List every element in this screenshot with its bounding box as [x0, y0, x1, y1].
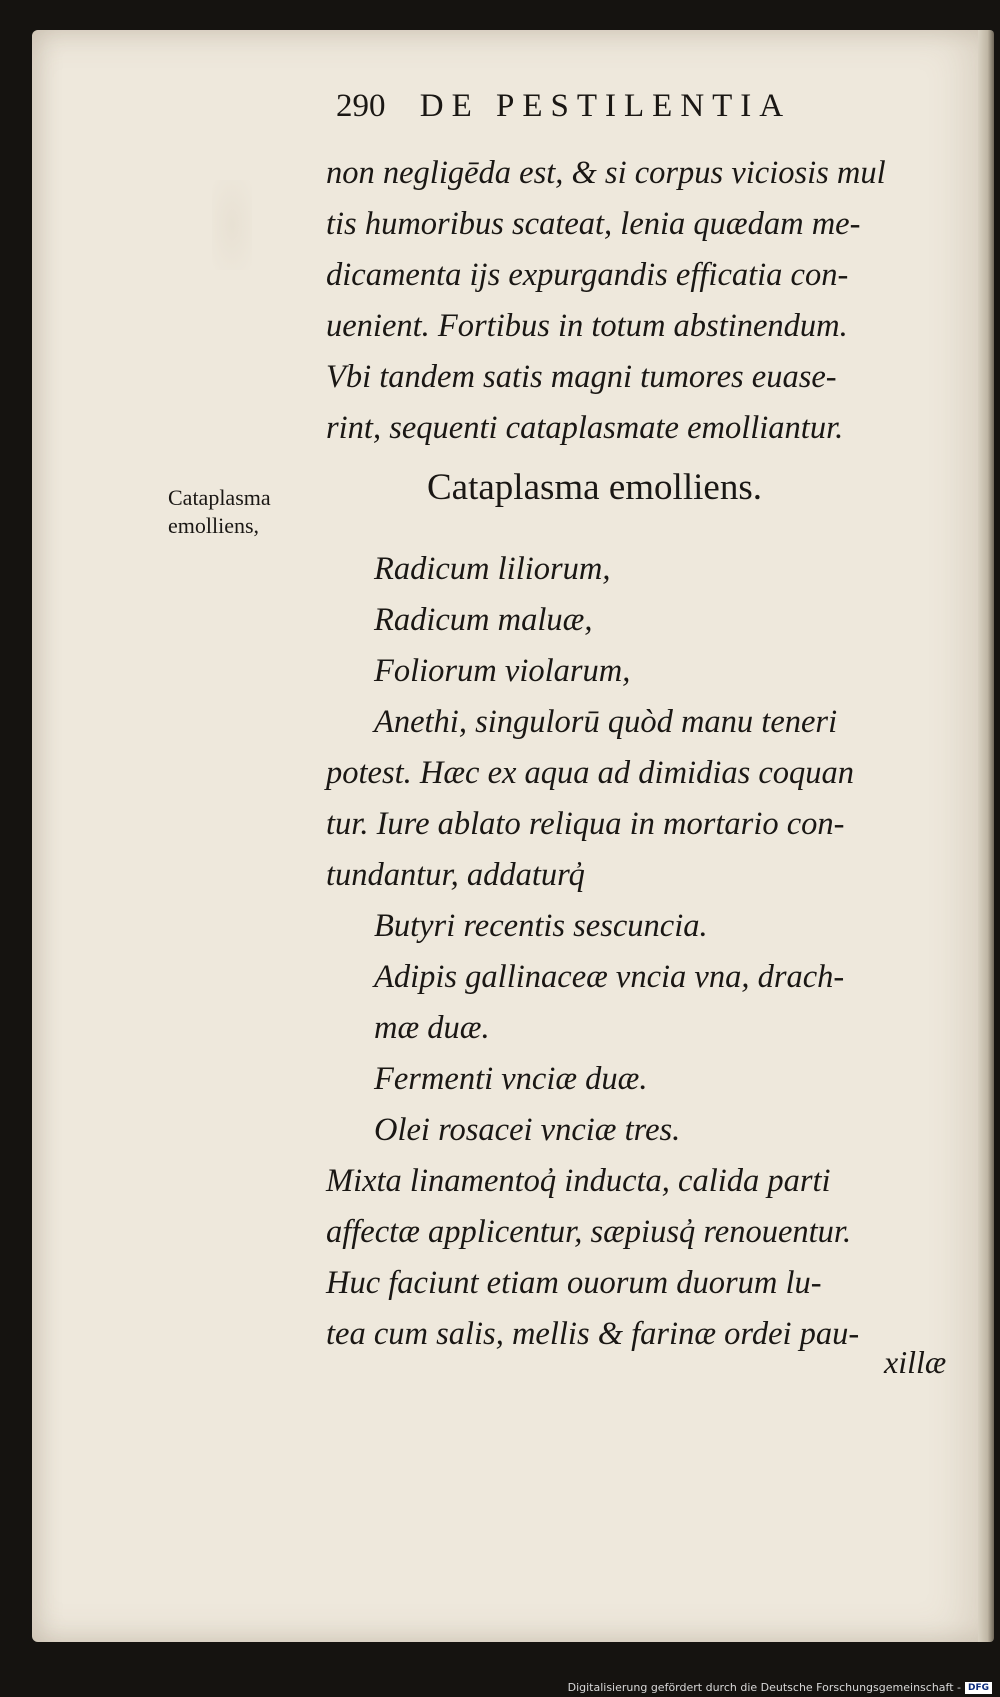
recipe-line: Butyri recentis sescuncia.	[374, 908, 708, 944]
digitization-credit	[568, 1681, 992, 1694]
recipe-line: Mixta linamentoq̓ inducta, calida parti	[326, 1163, 831, 1199]
text-line: dicamenta ijs expurgandis efficatia con-	[326, 257, 849, 293]
recipe-line: Adipis gallinaceæ vncia vna, drach-	[374, 959, 845, 995]
dfg-logo: DFG	[965, 1682, 992, 1694]
text-line: non negligēda est, & si corpus viciosis mul	[326, 155, 886, 191]
page-stain	[212, 180, 252, 270]
page-edge	[978, 30, 994, 1642]
recipe-line: Olei rosacei vnciæ tres.	[374, 1112, 681, 1148]
paragraph-1	[326, 148, 948, 454]
marginal-note	[168, 484, 271, 540]
recipe-line: tur. Iure ablato reliqua in mortario con-	[326, 806, 845, 842]
recipe-line: Anethi, singulorū quòd manu teneri	[374, 704, 838, 740]
marginal-note-line: emolliens,	[168, 513, 260, 538]
marginal-note-line: Cataplasma	[168, 485, 271, 510]
recipe-line: tea cum salis, mellis & farinæ ordei pau-	[326, 1316, 860, 1352]
recipe-line: affectæ applicentur, sæpiusq̓ renouentur.	[326, 1214, 852, 1250]
recipe-line: Fermenti vnciæ duæ.	[374, 1061, 648, 1097]
recipe-line: Huc faciunt etiam ouorum duorum lu-	[326, 1265, 822, 1301]
catchword: xillæ	[884, 1344, 947, 1380]
recipe-line: mæ duæ.	[374, 1010, 490, 1046]
text-line: uenient. Fortibus in totum abstinendum.	[326, 308, 848, 344]
running-title: DE PESTILENTIA	[419, 88, 792, 124]
page-number: 290	[336, 88, 386, 124]
recipe-line: potest. Hæc ex aqua ad dimidias coquan	[326, 755, 855, 791]
recipe-line: tundantur, addaturq̓	[326, 857, 585, 893]
recipe-heading: Cataplasma emolliens.	[427, 467, 762, 508]
text-line: rint, sequenti cataplasmate emolliantur.	[326, 410, 844, 446]
recipe-line: Radicum maluæ,	[374, 602, 593, 638]
recipe-text	[326, 544, 948, 1360]
running-head	[336, 88, 791, 125]
recipe-line: Radicum liliorum,	[374, 551, 611, 587]
text-line: Vbi tandem satis magni tumores euase-	[326, 359, 837, 395]
credit-text: Digitalisierung gefördert durch die Deutsche Forschungsgemeinschaft -	[567, 1681, 961, 1694]
recipe-line: Foliorum violarum,	[374, 653, 631, 689]
text-line: tis humoribus scateat, lenia quædam me-	[326, 206, 861, 242]
